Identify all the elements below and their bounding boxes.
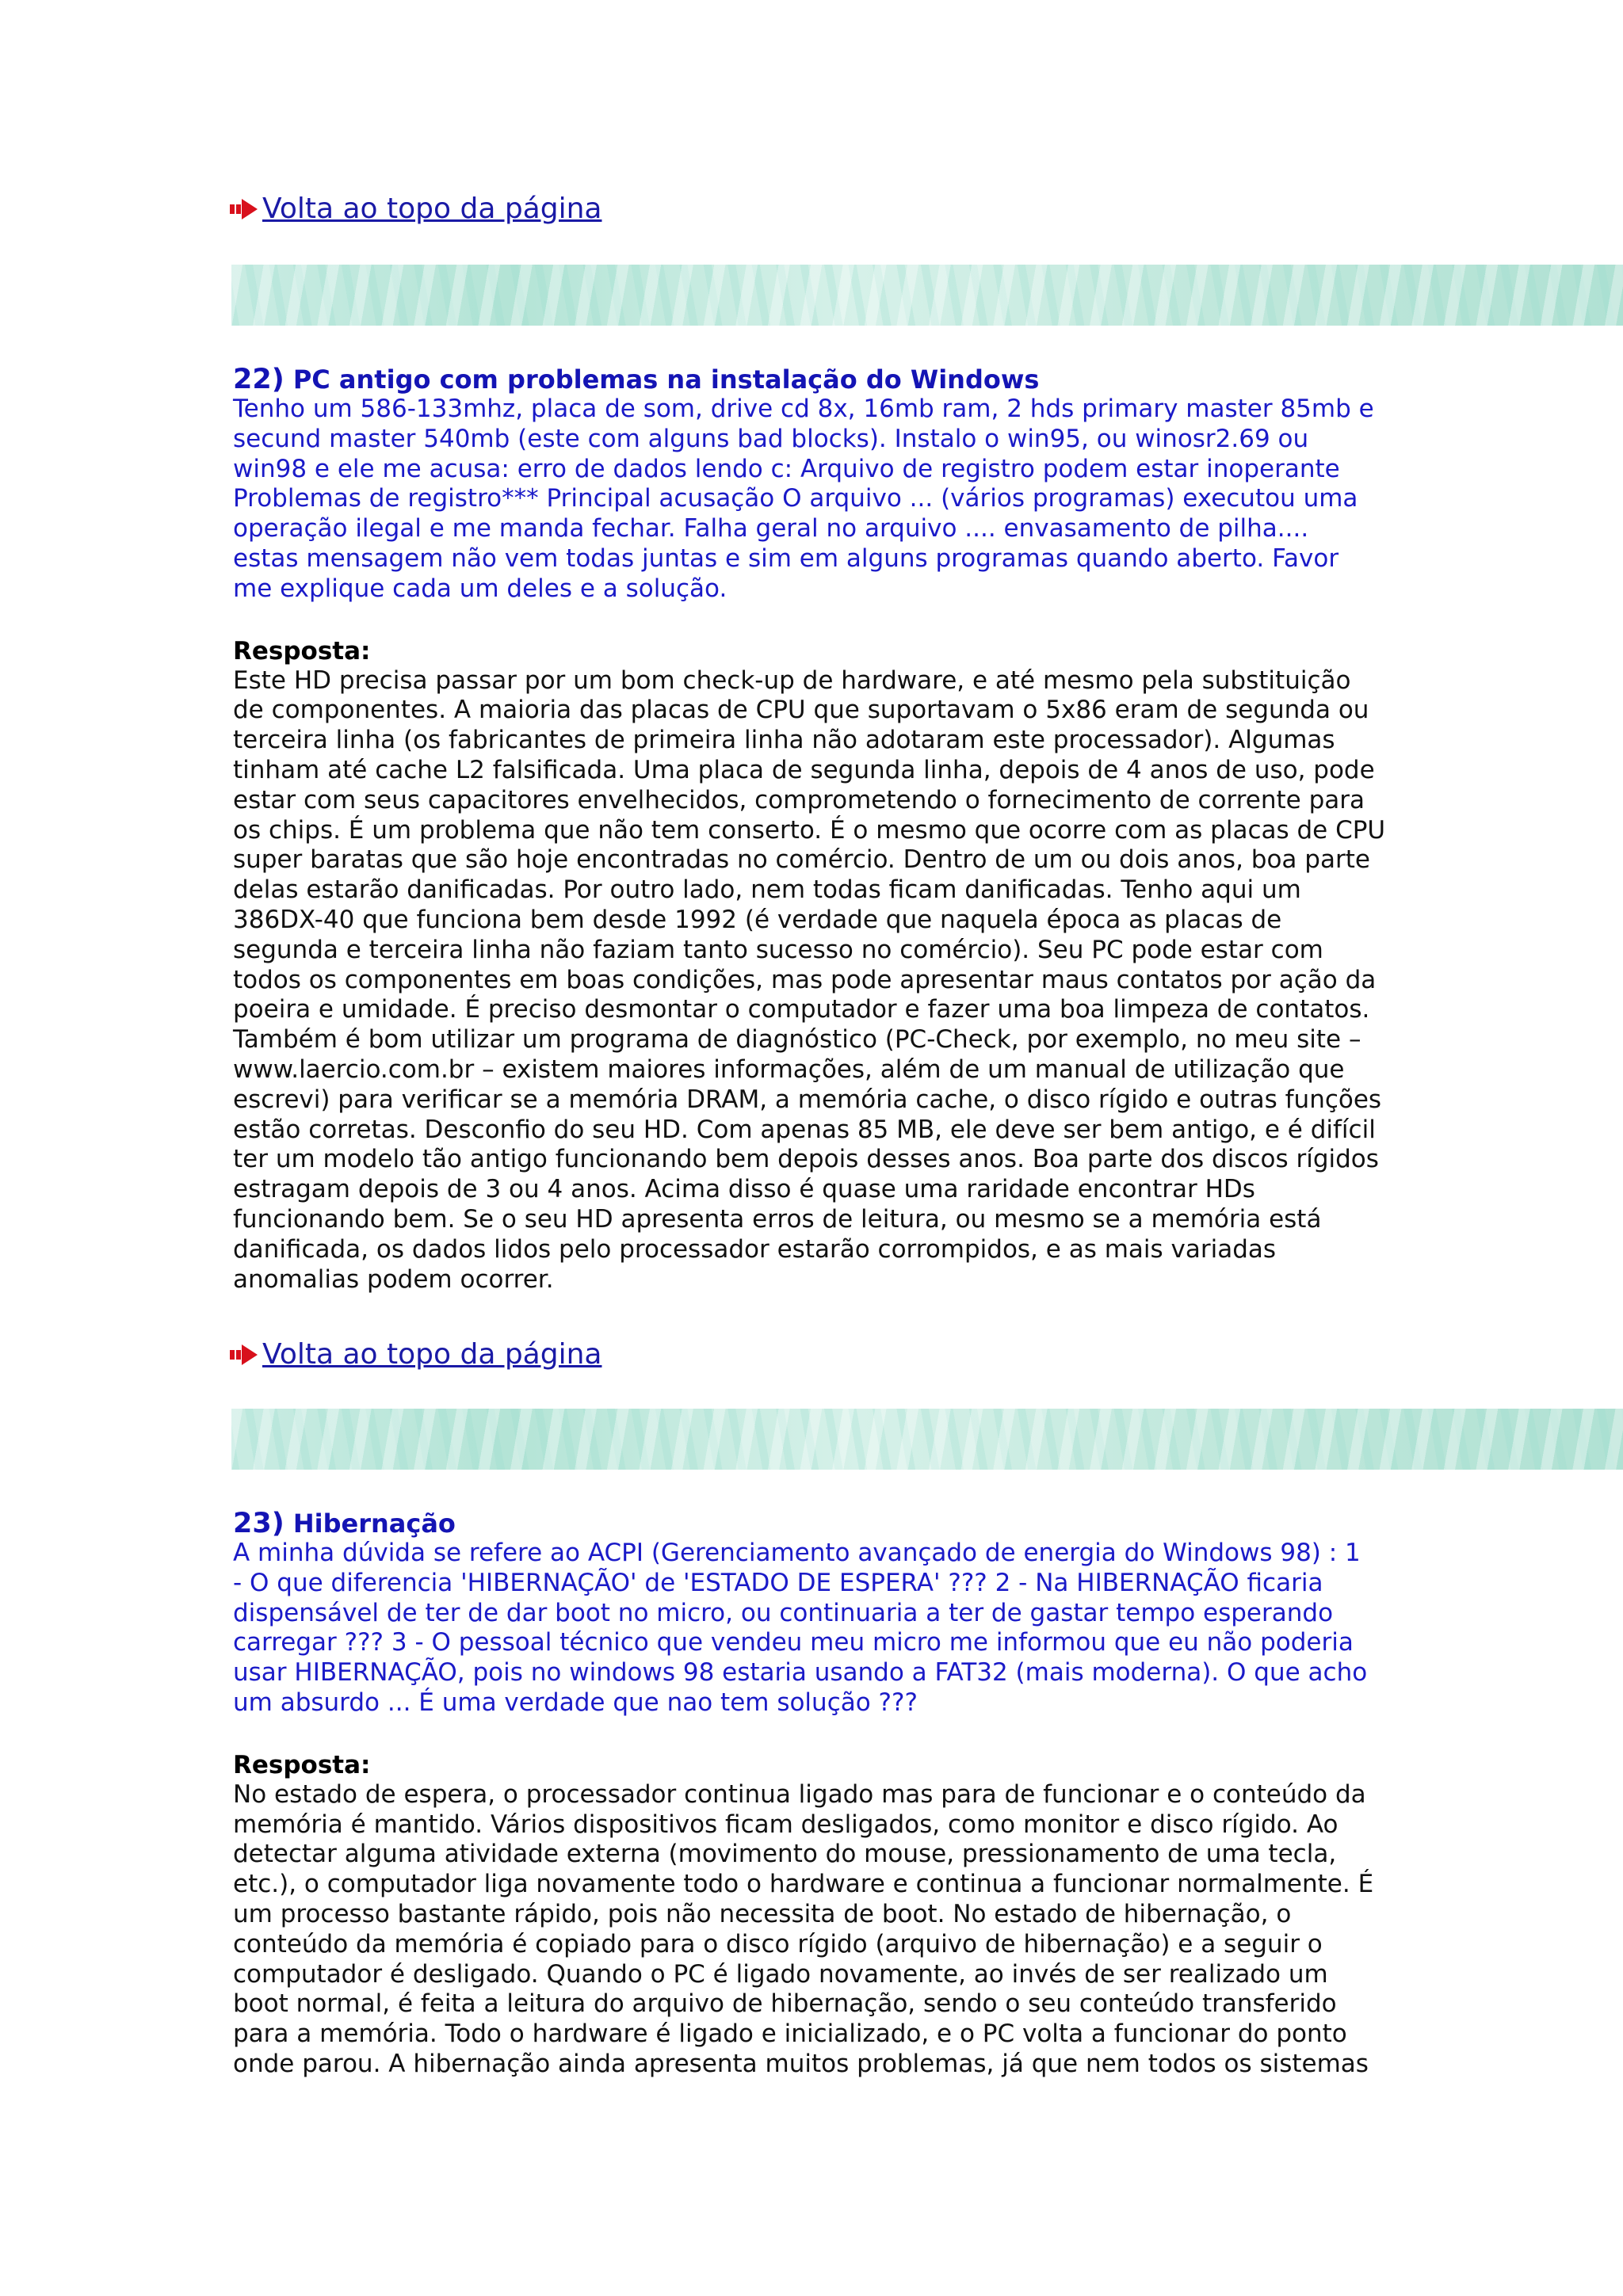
section-divider: [231, 265, 1623, 326]
question-title-text: PC antigo com problemas na instalação do Windows: [292, 364, 1040, 395]
red-arrow-icon: [229, 1342, 259, 1367]
answer-text: No estado de espera, o processador continua ligado mas para de funcionar e o conteúdo da memória é mantido. Vários dispositivos ficam desligados, como monitor e disco rígido. Ao detectar alguma atividade externa (movimento do mouse, pressionamento de uma tecla, etc.), o computador liga novamente todo o hardware e continua a funcionar normalmente. É um processo bastante rápido, pois não necessita de boot. No estado de hibernação, o conteúdo da memória é copiado para o disco rígido (arquivo de hibernação) e a seguir o computador é desligado. Quando o PC é ligado novamente, ao invés de ser realizado um boot normal, é feita a leitura do arquivo de hibernação, sendo o seu conteúdo transferido para a memória. Todo o hardware é ligado e inicializado, e o PC volta a funcionar do ponto onde parou. A hibernação ainda apresenta muitos problemas, já que nem todos os sistemas: [233, 1779, 1374, 2078]
faq-section-22: [233, 364, 1406, 1295]
back-to-top-link-2[interactable]: [229, 1336, 601, 1374]
answer-label: Resposta:: [233, 636, 371, 666]
question-text: A minha dúvida se refere ao ACPI (Gerenciamento avançado de energia do Windows 98) : 1 - O que diferencia 'HIBERNAÇÃO' de 'ESTADO DE ESPERA' ??? 2 - Na HIBERNAÇÃO ficaria dispensável de ter de dar boot no micro, ou continuaria a ter de gastar tempo esperando carregar ??? 3 - O pessoal técnico que vendeu meu micro me informou que eu não poderia usar HIBERNAÇÃO, pois no windows 98 estaria usando a FAT32 (mais moderna). O que acho um absurdo ... É uma verdade que nao tem solução ???: [233, 1539, 1368, 1717]
back-to-top-link-1[interactable]: [229, 190, 601, 228]
back-to-top-anchor[interactable]: Volta ao topo da página: [262, 193, 602, 225]
question-title: [233, 1508, 1406, 1539]
faq-section-23: [233, 1508, 1406, 2080]
red-arrow-icon: [229, 196, 259, 222]
section-divider: [231, 1409, 1623, 1470]
back-to-top-anchor[interactable]: Volta ao topo da página: [262, 1338, 602, 1371]
question-number: 23): [233, 1508, 285, 1539]
question-number: 22): [233, 364, 285, 395]
question-text: Tenho um 586-133mhz, placa de som, drive cd 8x, 16mb ram, 2 hds primary master 85mb e secund master 540mb (este com alguns bad blocks). Instalo o win95, ou winosr2.69 ou win98 e ele me acusa: erro de dados lendo c: Arquivo de registro podem estar inoperante Problemas de registro*** Principal acusação O arquivo ... (vários programas) executou uma operação ilegal e me manda fechar. Falha geral no arquivo .... envasamento de pilha.... estas mensagem não vem todas juntas e sim em alguns programas quando aberto. Favor me explique cada um deles e a solução.: [233, 395, 1374, 603]
question-title-text: Hibernação: [292, 1508, 456, 1539]
answer-text: Este HD precisa passar por um bom check-up de hardware, e até mesmo pela substituição de componentes. A maioria das placas de CPU que suportavam o 5x86 eram de segunda ou terceira linha (os fabricantes de primeira linha não adotaram este processador). Algumas tinham até cache L2 falsificada. Uma placa de segunda linha, depois de 4 anos de uso, pode estar com seus capacitores envelhecidos, comprometendo o fornecimento de corrente para os chips. É um problema que não tem conserto. É o mesmo que ocorre com as placas de CPU super baratas que são hoje encontradas no comércio. Dentro de um ou dois anos, boa parte delas estarão danificadas. Por outro lado, nem todas ficam danificadas. Tenho aqui um 386DX-40 que funciona bem desde 1992 (é verdade que naquela época as placas de segunda e terceira linha não faziam tanto sucesso no comércio). Seu PC pode estar com todos os componentes em boas condições, mas pode apresentar maus contatos por ação da poeira e umidade. É preciso desmontar o computador e fazer uma boa limpeza de contatos. Também é bom utilizar um programa de diagnóstico (PC-Check, por exemplo, no meu site – www.laercio.com.br – existem maiores informações, além de um manual de utilização que escrevi) para verificar se a memória DRAM, a memória cache, o disco rígido e outras funções estão corretas. Desconfio do seu HD. Com apenas 85 MB, ele deve ser bem antigo, e é difícil ter um modelo tão antigo funcionando bem depois desses anos. Boa parte dos discos rígidos estragam depois de 3 ou 4 anos. Acima disso é quase uma raridade encontrar HDs funcionando bem. Se o seu HD apresenta erros de leitura, ou mesmo se a memória está danificada, os dados lidos pelo processador estarão corrompidos, e as mais variadas anomalias podem ocorrer.: [233, 666, 1386, 1294]
answer-label: Resposta:: [233, 1750, 371, 1779]
question-title: [233, 364, 1406, 395]
